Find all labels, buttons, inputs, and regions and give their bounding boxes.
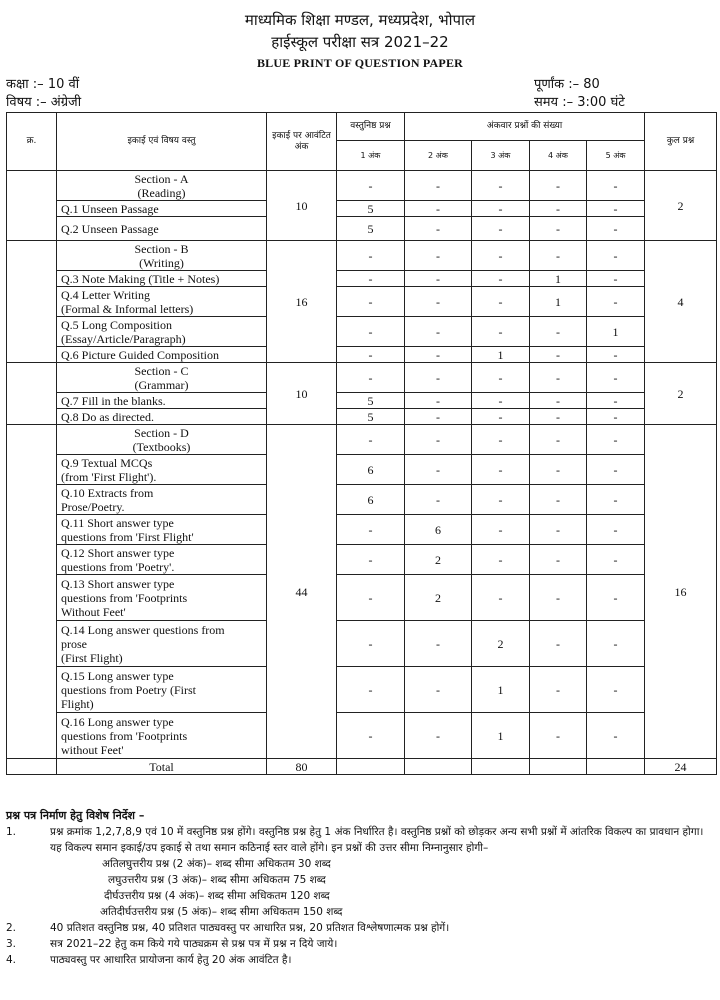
subheader-4-marks: 4 अंक xyxy=(530,141,587,171)
count-cell: 6 xyxy=(405,515,472,545)
count-cell: - xyxy=(337,425,405,455)
question-cell: Q.2 Unseen Passage xyxy=(57,217,267,241)
table-row xyxy=(7,201,717,217)
total-row xyxy=(7,759,717,775)
total-marks-label: पूर्णांक :– 80 xyxy=(534,77,600,92)
count-cell: - xyxy=(530,667,587,713)
table-row xyxy=(7,455,717,485)
count-cell: - xyxy=(337,241,405,271)
count-cell: - xyxy=(530,455,587,485)
count-cell: - xyxy=(405,621,472,667)
count-cell: - xyxy=(587,347,645,363)
subject-label: विषय :– अंग्रेजी xyxy=(6,95,82,110)
blueprint-table xyxy=(6,112,717,775)
word-limit-line: लघुउत्तरीय प्रश्न (3 अंक)– शब्द सीमा अधिकतम 75 शब्द xyxy=(108,874,326,886)
count-cell: - xyxy=(587,667,645,713)
question-cell: Q.10 Extracts from Prose/Poetry. xyxy=(57,485,267,515)
total-marks-cell: 80 xyxy=(267,759,337,775)
count-cell: - xyxy=(472,425,530,455)
count-cell: - xyxy=(587,393,645,409)
count-cell: - xyxy=(587,409,645,425)
count-cell: 1 xyxy=(587,317,645,347)
instruction-text: पाठ्यवस्तु पर आधारित प्रायोजना कार्य हेतु 20 अंक आवंटित है। xyxy=(50,954,292,966)
question-cell: Q.8 Do as directed. xyxy=(57,409,267,425)
question-cell: Q.16 Long answer type questions from 'Footprints without Feet' xyxy=(57,713,267,759)
table-row xyxy=(7,287,717,317)
subheader-3-marks: 3 अंक xyxy=(472,141,530,171)
header-sno: क्र. xyxy=(7,113,57,171)
count-cell: - xyxy=(587,271,645,287)
count-cell: - xyxy=(405,241,472,271)
count-cell: 2 xyxy=(405,545,472,575)
instruction-item xyxy=(6,920,714,936)
sno-cell xyxy=(7,363,57,425)
count-cell: - xyxy=(530,347,587,363)
header-total: कुल प्रश्न xyxy=(645,113,717,171)
question-cell: Q.9 Textual MCQs (from 'First Flight'). xyxy=(57,455,267,485)
question-cell: Q.14 Long answer questions from prose (First Flight) xyxy=(57,621,267,667)
instruction-text: प्रश्न क्रमांक 1,2,7,8,9 एवं 10 में वस्तुनिष्ठ प्रश्न होंगे। वस्तुनिष्ठ प्रश्न हेतु 1 अंक निर्धारित है। वस्तुनिष्ठ प्रश्नों को छोड़कर अन्य सभी प्रश्नों में आंतरिक विकल्प का प्रावधान होगा। यह विकल्प समान इकाई/उप इकाई से तथा समान कठिनाई स्तर वाले होंगे। इन प्रश्नों की उत्तर सीमा निम्नानुसार होगी– xyxy=(50,826,704,854)
count-cell: - xyxy=(530,317,587,347)
count-cell: 2 xyxy=(472,621,530,667)
count-cell: - xyxy=(405,347,472,363)
count-cell: - xyxy=(530,425,587,455)
grand-total-cell: 24 xyxy=(645,759,717,775)
board-name: माध्यमिक शिक्षा मण्डल, मध्यप्रदेश, भोपाल xyxy=(244,11,476,29)
count-cell: 5 xyxy=(337,409,405,425)
section-title-cell: Section - A (Reading) xyxy=(57,171,267,201)
count-cell: 5 xyxy=(337,217,405,241)
table-row xyxy=(7,621,717,667)
count-cell: - xyxy=(337,287,405,317)
count-cell: - xyxy=(587,545,645,575)
count-cell: - xyxy=(472,393,530,409)
subheader-2-marks: 2 अंक xyxy=(405,141,472,171)
sno-cell xyxy=(7,241,57,363)
table-row xyxy=(7,713,717,759)
subheader-1-mark: 1 अंक xyxy=(337,141,405,171)
count-cell: - xyxy=(405,455,472,485)
question-cell: Q.7 Fill in the blanks. xyxy=(57,393,267,409)
instruction-item xyxy=(6,936,714,952)
count-cell: - xyxy=(337,621,405,667)
count-cell: - xyxy=(337,545,405,575)
header-unit-marks: इकाई पर आवंटित अंक xyxy=(267,113,337,171)
question-cell: Q.15 Long answer type questions from Poetry (First Flight) xyxy=(57,667,267,713)
count-cell: - xyxy=(530,575,587,621)
count-cell: - xyxy=(405,667,472,713)
count-cell: - xyxy=(405,287,472,317)
count-cell: - xyxy=(472,545,530,575)
count-cell: - xyxy=(337,271,405,287)
instruction-number: 1. xyxy=(6,826,17,838)
count-cell: - xyxy=(472,485,530,515)
count-cell: - xyxy=(587,217,645,241)
count-cell: - xyxy=(530,171,587,201)
count-cell: - xyxy=(587,363,645,393)
count-cell: - xyxy=(405,271,472,287)
count-cell: - xyxy=(472,201,530,217)
table-row xyxy=(7,409,717,425)
count-cell: - xyxy=(587,171,645,201)
table-row xyxy=(7,217,717,241)
sno-cell xyxy=(7,171,57,241)
table-row xyxy=(7,363,717,393)
count-cell: - xyxy=(587,201,645,217)
count-cell: 5 xyxy=(337,393,405,409)
count-cell: 1 xyxy=(530,271,587,287)
count-cell: - xyxy=(472,171,530,201)
count-cell: - xyxy=(405,485,472,515)
count-cell: - xyxy=(587,455,645,485)
unit-marks-cell: 10 xyxy=(267,171,337,241)
question-cell: Q.12 Short answer type questions from 'Poetry'. xyxy=(57,545,267,575)
count-cell: - xyxy=(530,201,587,217)
count-cell: - xyxy=(587,713,645,759)
table-row xyxy=(7,317,717,347)
word-limit-line: दीर्घउत्तरीय प्रश्न (4 अंक)– शब्द सीमा अधिकतम 120 शब्द xyxy=(104,890,330,902)
time-label: समय :– 3:00 घंटे xyxy=(534,95,625,110)
empty-cell xyxy=(337,759,405,775)
question-cell: Q.11 Short answer type questions from 'First Flight' xyxy=(57,515,267,545)
word-limit-line: अतिलघुत्तरीय प्रश्न (2 अंक)– शब्द सीमा अधिकतम 30 शब्द xyxy=(102,858,331,870)
instruction-text: सत्र 2021–22 हेतु कम किये गये पाठ्यक्रम से प्रश्न पत्र में प्रश्न न दिये जाये। xyxy=(50,938,338,950)
instruction-number: 3. xyxy=(6,938,17,950)
question-cell: Q.13 Short answer type questions from 'Footprints Without Feet' xyxy=(57,575,267,621)
instruction-item xyxy=(6,952,714,968)
count-cell: - xyxy=(530,241,587,271)
header-unit: इकाई एवं विषय वस्तु xyxy=(57,113,267,171)
instruction-text: 40 प्रतिशत वस्तुनिष्ठ प्रश्न, 40 प्रतिशत पाठ्यवस्तु पर आधारित प्रश्न, 20 प्रतिशत विश्लेषणात्मक प्रश्न होगें। xyxy=(50,922,450,934)
sno-cell xyxy=(7,425,57,759)
question-cell: Q.1 Unseen Passage xyxy=(57,201,267,217)
count-cell: - xyxy=(587,485,645,515)
count-cell: - xyxy=(530,545,587,575)
count-cell: - xyxy=(472,317,530,347)
count-cell: - xyxy=(472,409,530,425)
count-cell: - xyxy=(472,455,530,485)
count-cell: - xyxy=(405,217,472,241)
total-label-cell: Total xyxy=(57,759,267,775)
table-row xyxy=(7,545,717,575)
table-row xyxy=(7,515,717,545)
table-row xyxy=(7,347,717,363)
empty-cell xyxy=(530,759,587,775)
count-cell: - xyxy=(472,241,530,271)
sno-cell xyxy=(7,759,57,775)
exam-session: हाईस्कूल परीक्षा सत्र 2021–22 xyxy=(271,33,449,51)
unit-marks-cell: 16 xyxy=(267,241,337,363)
count-cell: 6 xyxy=(337,455,405,485)
class-label: कक्षा :– 10 वीं xyxy=(6,77,80,92)
count-cell: 1 xyxy=(472,667,530,713)
count-cell: - xyxy=(472,363,530,393)
count-cell: - xyxy=(530,485,587,515)
count-cell: - xyxy=(530,393,587,409)
count-cell: - xyxy=(472,287,530,317)
count-cell: - xyxy=(587,621,645,667)
table-row xyxy=(7,667,717,713)
count-cell: - xyxy=(530,713,587,759)
total-questions-cell: 2 xyxy=(645,171,717,241)
count-cell: - xyxy=(405,409,472,425)
word-limit-line: अतिदीर्घउत्तरीय प्रश्न (5 अंक)– शब्द सीमा अधिकतम 150 शब्द xyxy=(100,906,343,918)
table-row xyxy=(7,425,717,455)
count-cell: - xyxy=(530,515,587,545)
count-cell: - xyxy=(337,347,405,363)
total-questions-cell: 4 xyxy=(645,241,717,363)
empty-cell xyxy=(472,759,530,775)
count-cell: - xyxy=(587,287,645,317)
header-marks-wise: अंकवार प्रश्नों की संख्या xyxy=(405,113,645,141)
count-cell: - xyxy=(405,171,472,201)
count-cell: - xyxy=(530,217,587,241)
total-questions-cell: 2 xyxy=(645,363,717,425)
count-cell: - xyxy=(587,575,645,621)
count-cell: - xyxy=(405,317,472,347)
table-row xyxy=(7,575,717,621)
count-cell: - xyxy=(337,515,405,545)
count-cell: - xyxy=(405,201,472,217)
question-cell: Q.6 Picture Guided Composition xyxy=(57,347,267,363)
empty-cell xyxy=(587,759,645,775)
count-cell: 6 xyxy=(337,485,405,515)
table-row xyxy=(7,171,717,201)
count-cell: - xyxy=(337,363,405,393)
table-row xyxy=(7,393,717,409)
section-title-cell: Section - C (Grammar) xyxy=(57,363,267,393)
section-title-cell: Section - B (Writing) xyxy=(57,241,267,271)
count-cell: 1 xyxy=(530,287,587,317)
count-cell: - xyxy=(337,667,405,713)
table-row xyxy=(7,485,717,515)
document-title: BLUE PRINT OF QUESTION PAPER xyxy=(256,56,464,70)
instructions-title: प्रश्न पत्र निर्माण हेतु विशेष निर्देश – xyxy=(6,809,145,822)
count-cell: 5 xyxy=(337,201,405,217)
table-row xyxy=(7,241,717,271)
count-cell: - xyxy=(405,713,472,759)
count-cell: - xyxy=(472,271,530,287)
question-cell: Q.5 Long Composition (Essay/Article/Paragraph) xyxy=(57,317,267,347)
table-row xyxy=(7,271,717,287)
instruction-number: 4. xyxy=(6,954,17,966)
count-cell: - xyxy=(337,713,405,759)
instruction-number: 2. xyxy=(6,922,17,934)
empty-cell xyxy=(405,759,472,775)
count-cell: 1 xyxy=(472,347,530,363)
unit-marks-cell: 44 xyxy=(267,425,337,759)
count-cell: - xyxy=(337,171,405,201)
subheader-5-marks: 5 अंक xyxy=(587,141,645,171)
count-cell: - xyxy=(405,425,472,455)
header-objective: वस्तुनिष्ठ प्रश्न xyxy=(337,113,405,141)
count-cell: - xyxy=(405,363,472,393)
total-questions-cell: 16 xyxy=(645,425,717,759)
count-cell: - xyxy=(472,217,530,241)
count-cell: - xyxy=(530,409,587,425)
count-cell: - xyxy=(472,515,530,545)
unit-marks-cell: 10 xyxy=(267,363,337,425)
count-cell: - xyxy=(587,515,645,545)
count-cell: 1 xyxy=(472,713,530,759)
instruction-item xyxy=(6,824,714,856)
count-cell: - xyxy=(337,575,405,621)
count-cell: - xyxy=(530,363,587,393)
section-title-cell: Section - D (Textbooks) xyxy=(57,425,267,455)
special-instructions xyxy=(6,808,714,968)
count-cell: - xyxy=(530,621,587,667)
count-cell: - xyxy=(587,425,645,455)
count-cell: - xyxy=(587,241,645,271)
count-cell: - xyxy=(472,575,530,621)
question-cell: Q.3 Note Making (Title + Notes) xyxy=(57,271,267,287)
question-cell: Q.4 Letter Writing (Formal & Informal letters) xyxy=(57,287,267,317)
count-cell: 2 xyxy=(405,575,472,621)
count-cell: - xyxy=(405,393,472,409)
count-cell: - xyxy=(337,317,405,347)
